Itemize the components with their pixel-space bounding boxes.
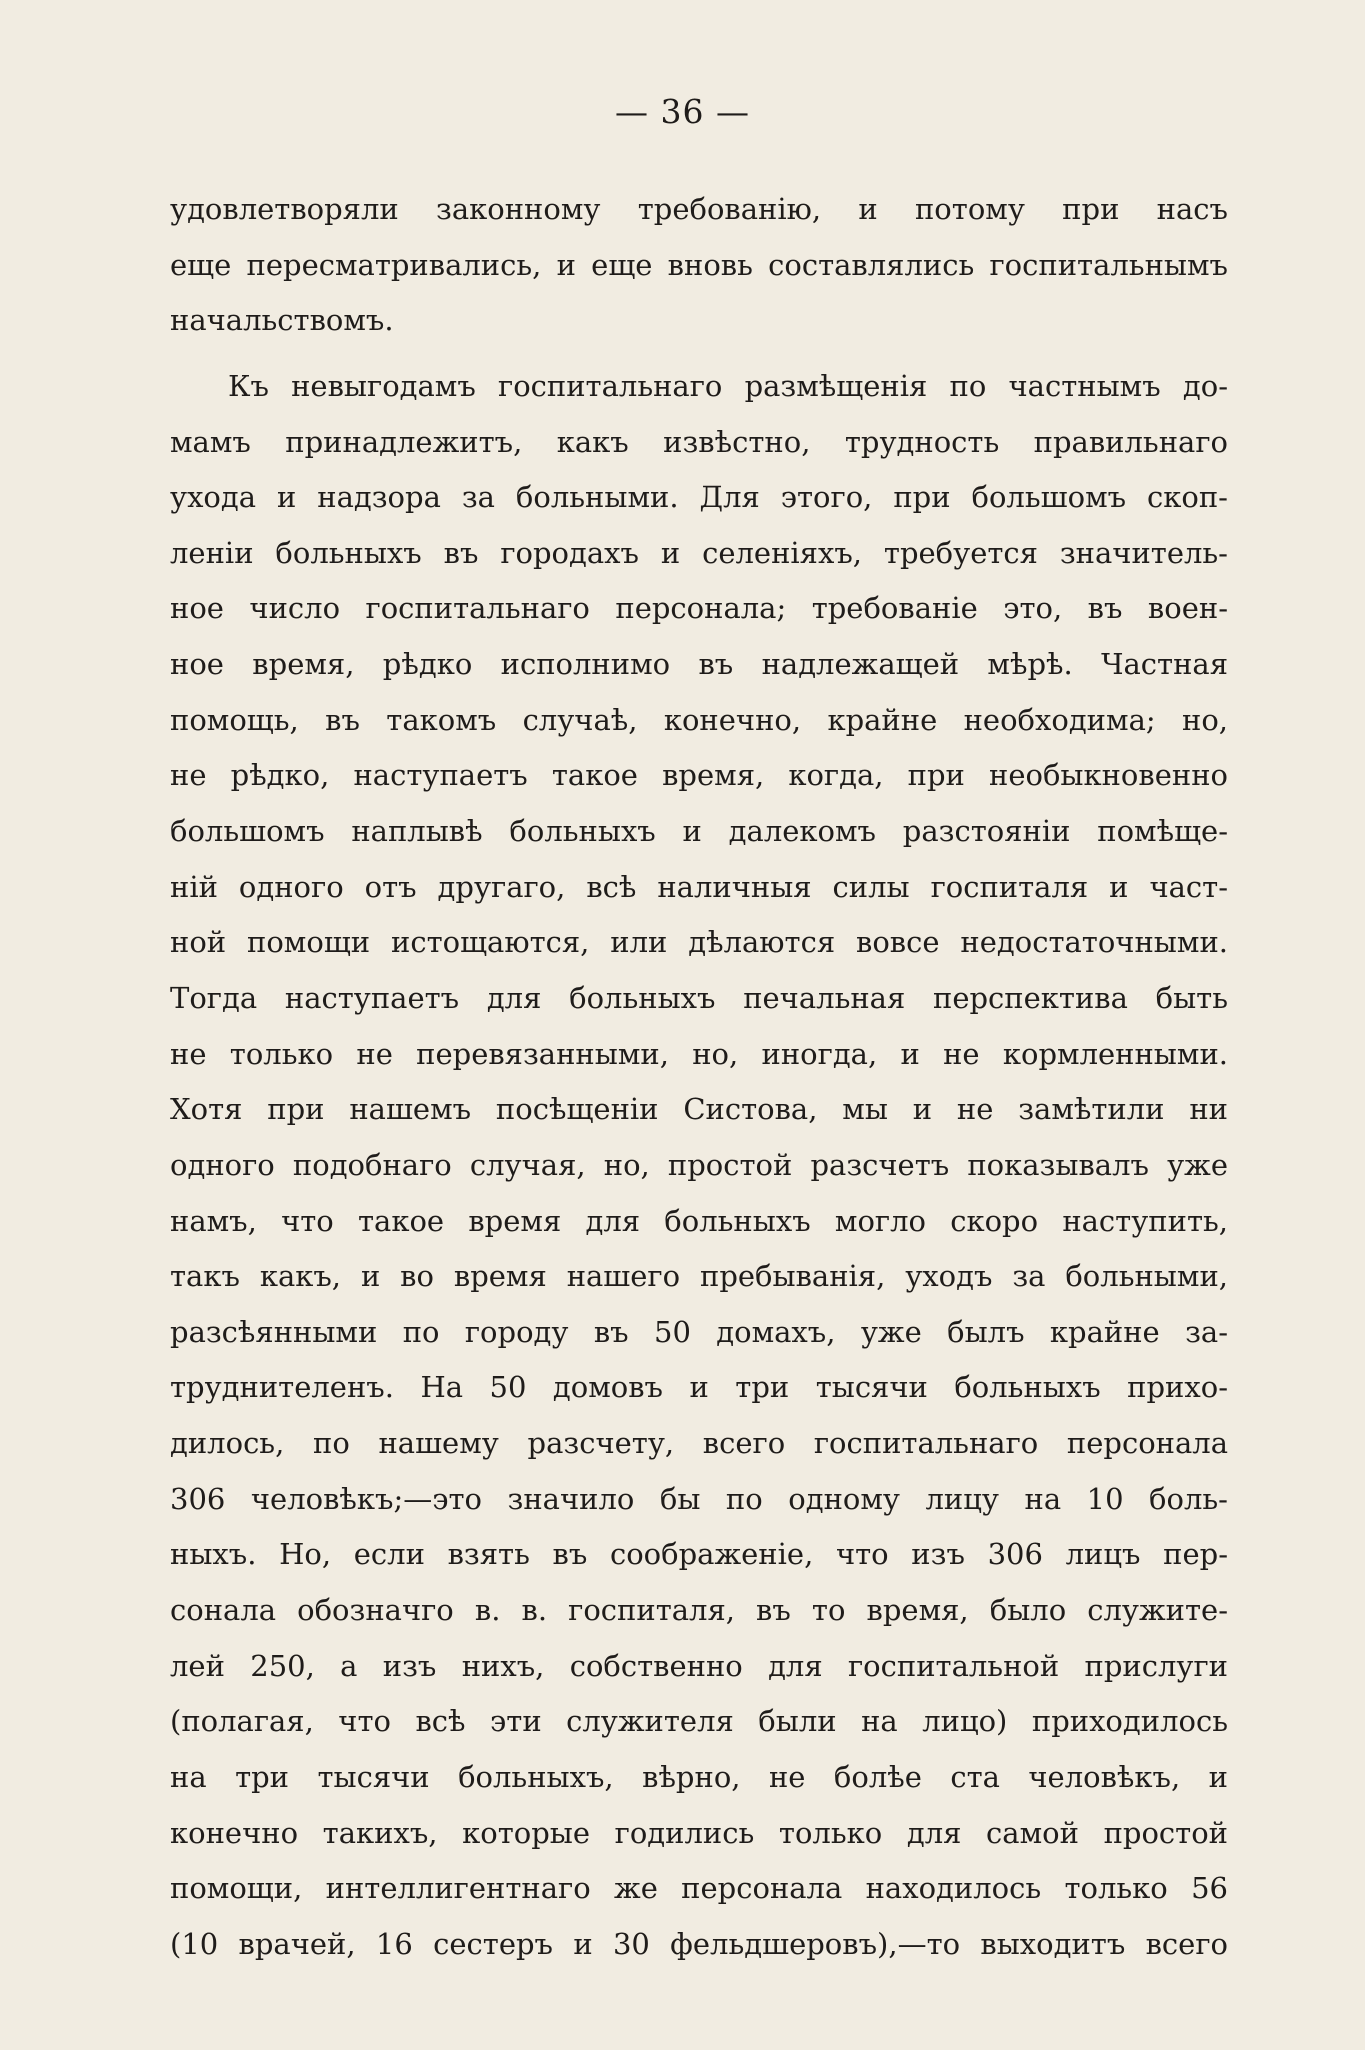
text-line: (10 врачей, 16 сестеръ и 30 фельдшеровъ),—то выходитъ всего	[170, 1926, 1228, 1961]
text-line: помощи, интеллигентнаго же персонала находилось только 56	[170, 1871, 1228, 1906]
text-line: 306 человѣкъ;—это значило бы по одному лицу на 10 боль-	[170, 1481, 1228, 1516]
text-line: ній одного отъ другаго, всѣ наличныя силы госпиталя и част-	[170, 869, 1228, 904]
paragraph	[170, 182, 1228, 349]
page-body	[170, 182, 1228, 1973]
text-line: ной помощи истощаются, или дѣлаются вовсе недостаточными.	[170, 925, 1228, 960]
text-line: сонала обозначго в. в. госпиталя, въ то время, было служите-	[170, 1593, 1228, 1628]
text-line: труднителенъ. На 50 домовъ и три тысячи больныхъ прихо-	[170, 1370, 1228, 1405]
text-line: такъ какъ, и во время нашего пребыванія, уходъ за больными,	[170, 1259, 1228, 1294]
text-line: намъ, что такое время для больныхъ могло скоро наступить,	[170, 1203, 1228, 1238]
text-line: дилось, по нашему разсчету, всего госпитальнаго персонала	[170, 1426, 1228, 1461]
text-line: разсѣянными по городу въ 50 домахъ, уже былъ крайне за-	[170, 1314, 1228, 1349]
text-line: большомъ наплывѣ больныхъ и далекомъ разстояніи помѣще-	[170, 814, 1228, 849]
text-line: Тогда наступаетъ для больныхъ печальная перспектива быть	[170, 980, 1228, 1015]
text-line: ныхъ. Но, если взять въ соображеніе, что изъ 306 лицъ пер-	[170, 1537, 1228, 1572]
text-line: удовлетворяли законному требованію, и потому при насъ	[170, 192, 1228, 226]
text-line: мамъ принадлежитъ, какъ извѣстно, трудность правильнаго	[170, 424, 1228, 459]
text-line: леніи больныхъ въ городахъ и селеніяхъ, требуется значитель-	[170, 535, 1228, 570]
text-line: не рѣдко, наступаетъ такое время, когда, при необыкновенно	[170, 758, 1228, 793]
text-line: Къ невыгодамъ госпитальнаго размѣщенія по частнымъ до-	[228, 368, 1228, 403]
text-line: Хотя при нашемъ посѣщеніи Систова, мы и не замѣтили ни	[170, 1092, 1228, 1127]
text-line: одного подобнаго случая, но, простой разсчетъ показывалъ уже	[170, 1147, 1228, 1182]
paragraph	[170, 359, 1228, 1973]
text-line: лей 250, а изъ нихъ, собственно для госпитальной прислуги	[170, 1648, 1228, 1683]
text-line: не только не перевязанными, но, иногда, и не кормленными.	[170, 1036, 1228, 1071]
paragraph-gap	[170, 349, 1228, 359]
text-line: ное число госпитальнаго персонала; требованіе это, въ воен-	[170, 591, 1228, 626]
text-line: (полагая, что всѣ эти служителя были на лицо) приходилось	[170, 1704, 1228, 1739]
text-line: ухода и надзора за больными. Для этого, при большомъ скоп-	[170, 480, 1228, 515]
text-line: еще пересматривались, и еще вновь составлялись госпитальнымъ	[170, 247, 1228, 282]
text-line: ное время, рѣдко исполнимо въ надлежащей мѣрѣ. Частная	[170, 647, 1228, 682]
page-number: — 36 —	[615, 92, 750, 131]
text-line: конечно такихъ, которые годились только для самой простой	[170, 1815, 1228, 1850]
text-line: на три тысячи больныхъ, вѣрно, не болѣе ста человѣкъ, и	[170, 1759, 1228, 1794]
text-line: помощь, въ такомъ случаѣ, конечно, крайне необходима; но,	[170, 702, 1228, 737]
text-line: начальствомъ.	[170, 303, 394, 338]
